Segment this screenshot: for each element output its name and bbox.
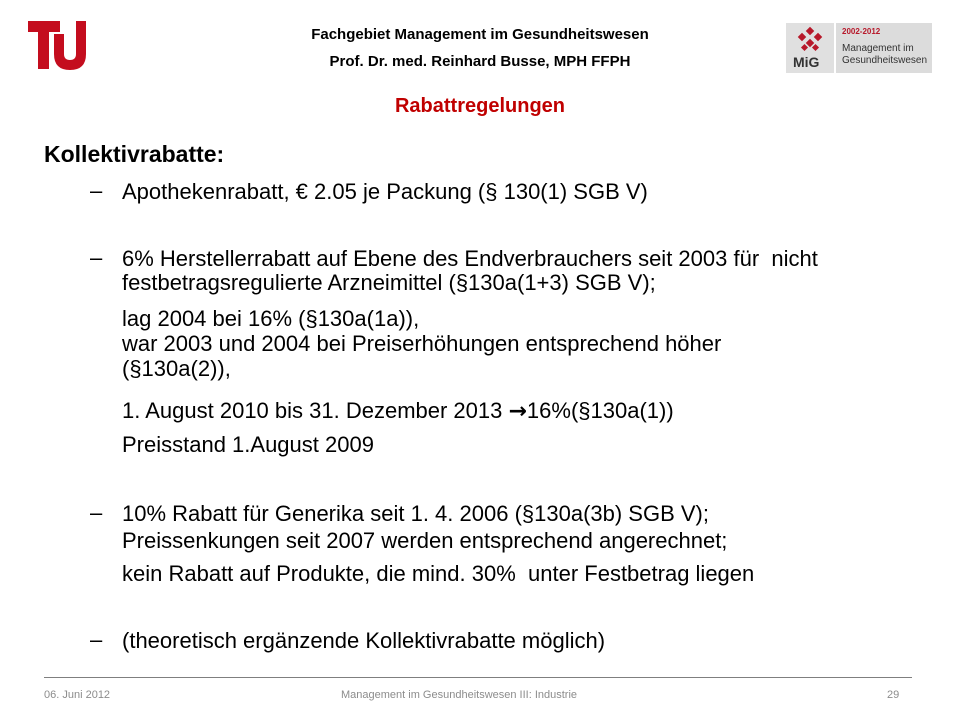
footer-divider [44, 677, 912, 678]
bullet-line: lag 2004 bei 16% (§130a(1a)), [122, 306, 420, 331]
bullet-line: Preisstand 1.August 2009 [122, 432, 374, 457]
bullet-line: Apothekenrabatt, € 2.05 je Packung (§ 130(1) SGB V) [122, 179, 648, 204]
mig-logo-text-panel [836, 23, 932, 73]
section-heading: Kollektivrabatte: [44, 141, 225, 167]
page-number: 29 [887, 689, 900, 701]
mig-logo-line1: Management im [842, 43, 914, 54]
mig-logo-emblem [786, 23, 834, 73]
bullet-line: war 2003 und 2004 bei Preiserhöhungen entsprechend höher [122, 331, 722, 356]
bullet-line: kein Rabatt auf Produkte, die mind. 30% unter Festbetrag liegen [122, 561, 755, 586]
slide-title: Rabattregelungen [394, 95, 566, 117]
bullet-dash: – [90, 245, 103, 270]
rate-text: 16%(§130a(1)) [526, 398, 674, 423]
date-range-text: 1. August 2010 bis 31. Dezember 2013 [122, 398, 509, 423]
bullet-line: 10% Rabatt für Generika seit 1. 4. 2006 (§130a(3b) SGB V); [122, 501, 709, 526]
department-name: Fachgebiet Management im Gesundheitswesen [311, 26, 649, 43]
bullet-line-with-arrow [122, 399, 674, 424]
bullet-dash: – [90, 178, 103, 203]
footer-course: Management im Gesundheitswesen III: Industrie [341, 689, 578, 701]
bullet-line: (§130a(2)), [122, 356, 231, 381]
mig-logo [786, 23, 932, 73]
bullet-dash: – [90, 627, 103, 652]
mig-logo-line2: Gesundheitswesen [842, 55, 928, 66]
bullet-line: Preissenkungen seit 2007 werden entsprechend angerechnet; [122, 528, 728, 553]
tu-logo-text: berlin [89, 33, 99, 58]
footer-date: 06. Juni 2012 [44, 689, 111, 701]
bullet-line: (theoretisch ergänzende Kollektivrabatte möglich) [122, 628, 606, 653]
mig-logo-years: 2002-2012 [842, 27, 881, 36]
bullet-dash: – [90, 500, 103, 525]
bullet-line: festbetragsregulierte Arzneimittel (§130a(1+3) SGB V); [122, 270, 656, 295]
bullet-line: 6% Herstellerrabatt auf Ebene des Endverbrauchers seit 2003 für nicht [122, 246, 818, 271]
mig-logo-abbr: MiG [793, 54, 820, 70]
tu-berlin-logo [26, 18, 110, 72]
right-arrow-icon: → [508, 399, 527, 424]
professor-name: Prof. Dr. med. Reinhard Busse, MPH FFPH [329, 53, 631, 70]
